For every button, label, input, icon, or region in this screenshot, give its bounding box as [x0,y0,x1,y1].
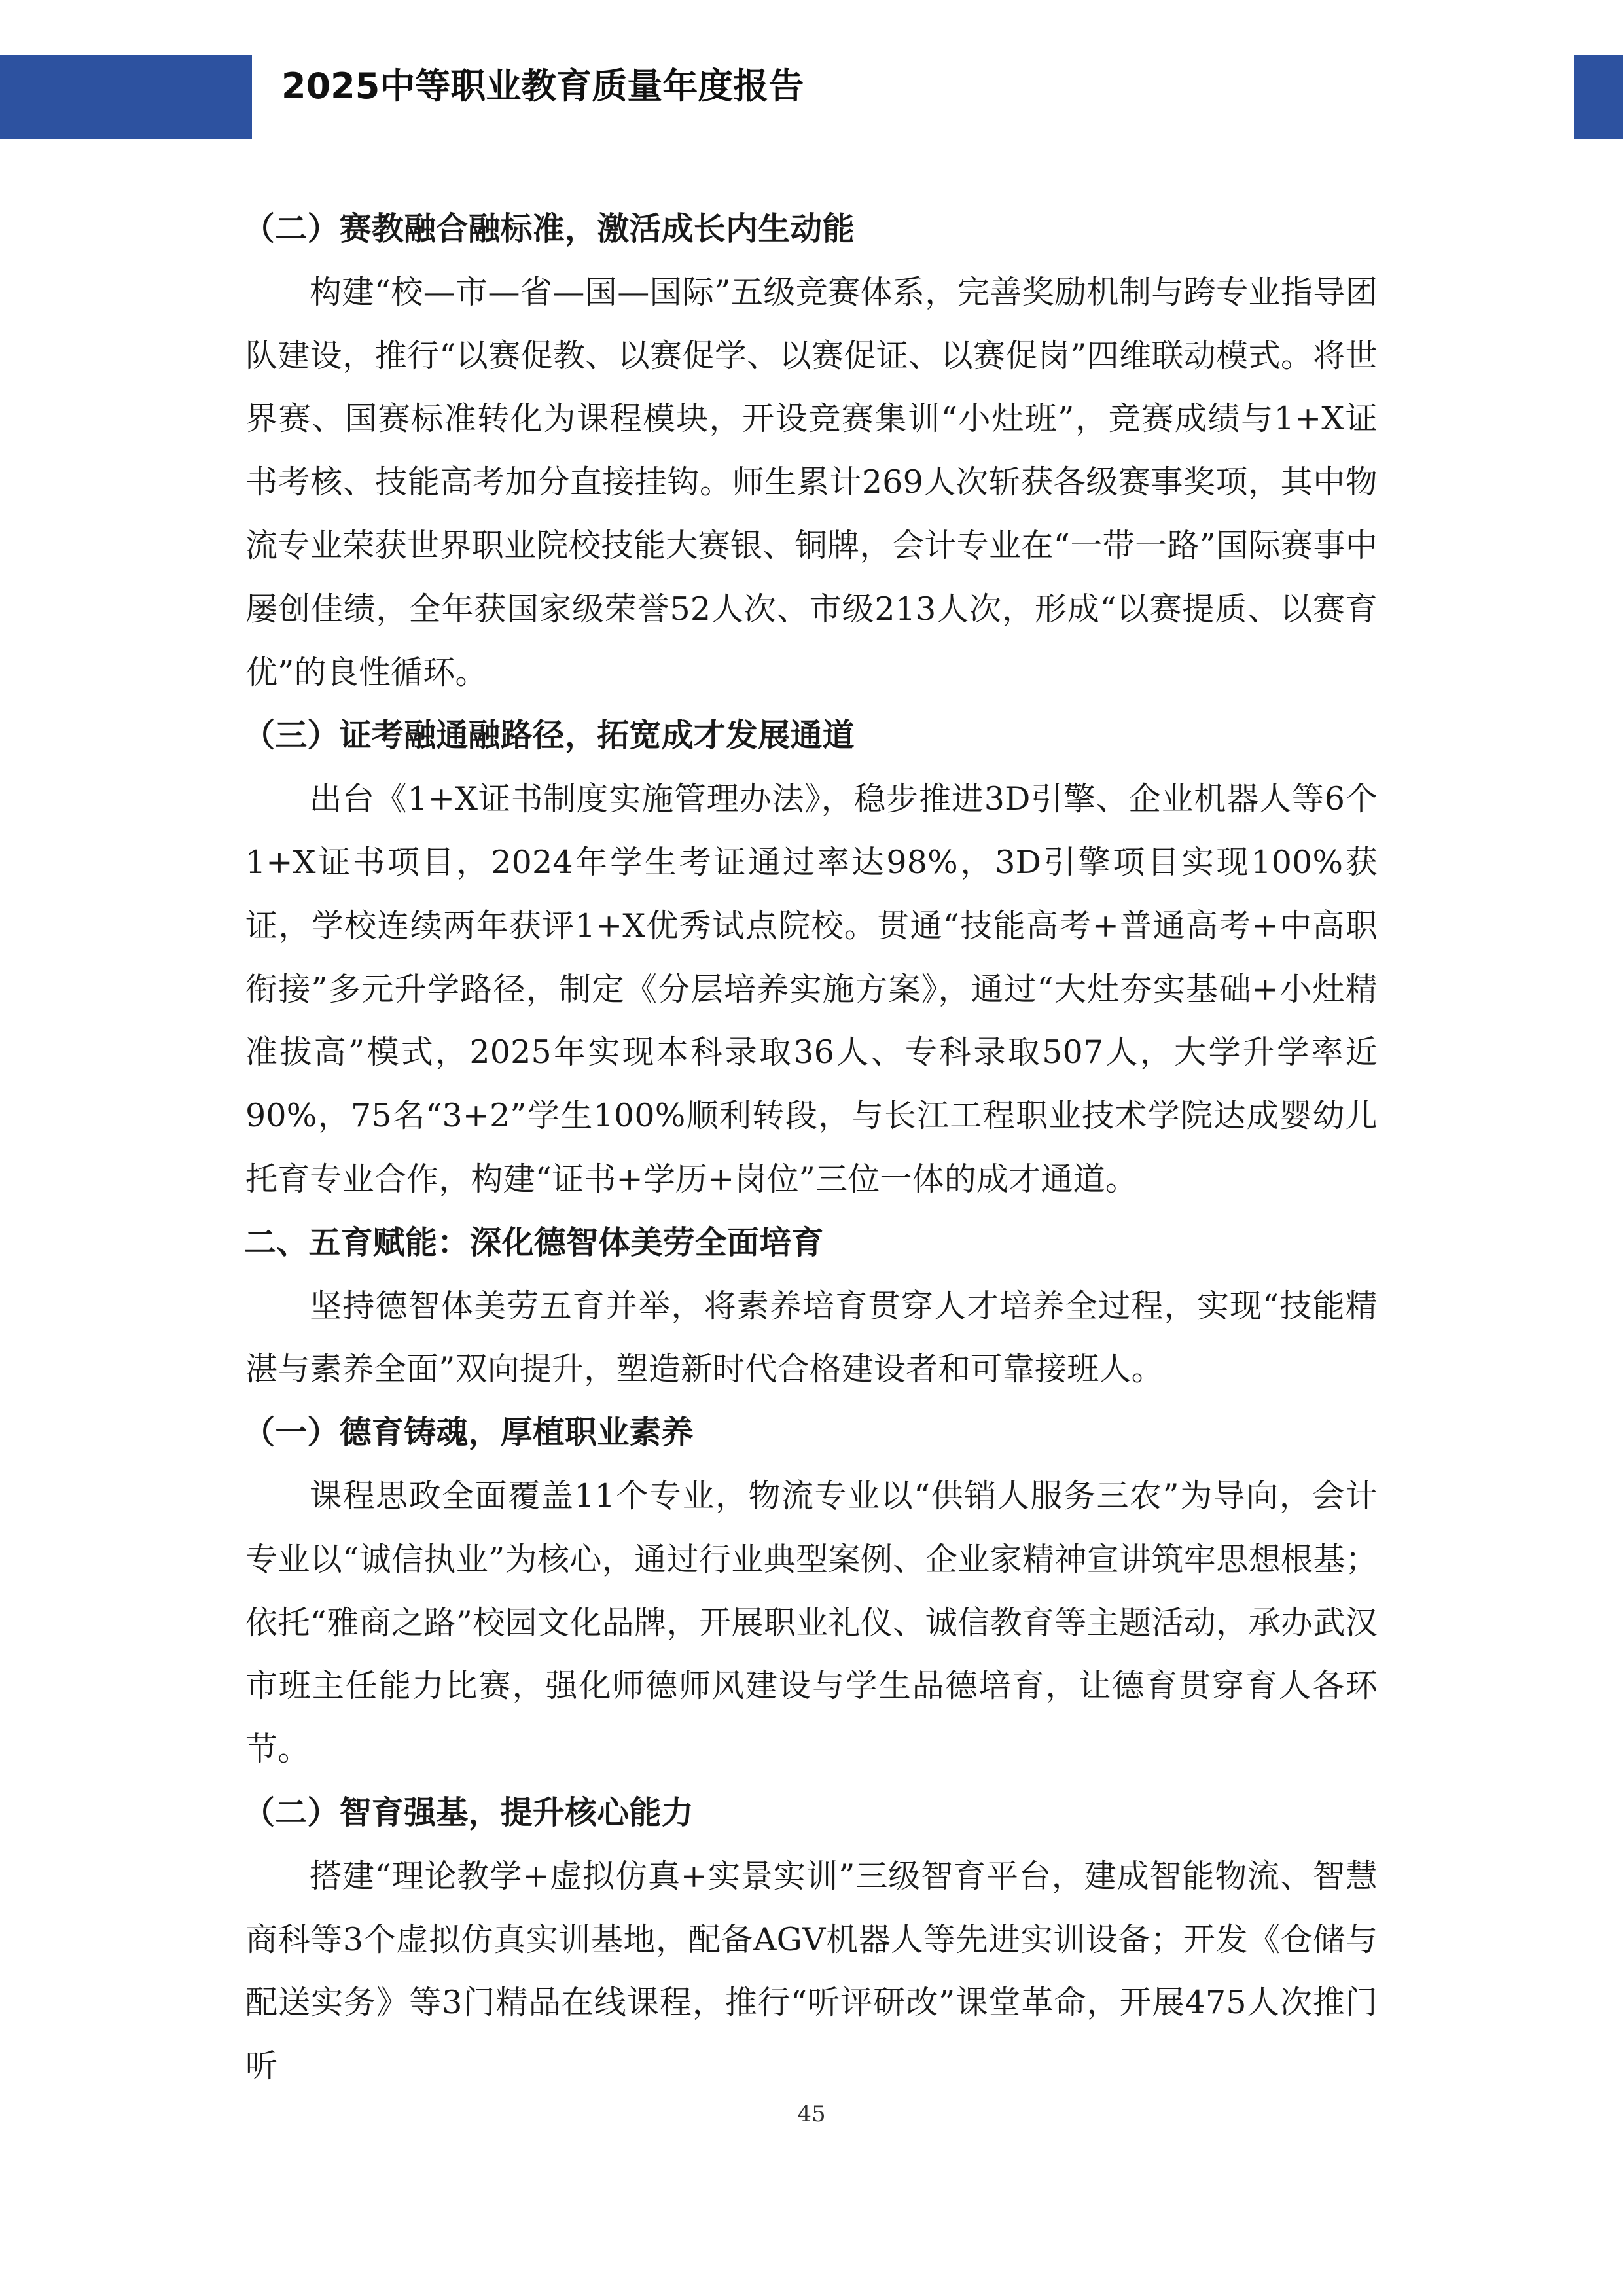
body-paragraph: 构建“校—市—省—国—国际”五级竞赛体系，完善奖励机制与跨专业指导团队建设，推行“以赛促教、以赛促学、以赛促证、以赛促岗”四维联动模式。将世界赛、国赛标准转化为课程模块，开设竞赛集训“小灶班”，竞赛成绩与1+X证书考核、技能高考加分直接挂钩。师生累计269人次斩获各级赛事奖项，其中物流专业荣获世界职业院校技能大赛银、铜牌，会计专业在“一带一路”国际赛事中屡创佳绩，全年获国家级荣誉52人次、市级213人次，形成“以赛提质、以赛育优”的良性循环。 [245,273,1378,691]
header-accent-bar-right [1574,55,1623,139]
body-paragraph: 课程思政全面覆盖11个专业，物流专业以“供销人服务三农”为导向，会计专业以“诚信执业”为核心，通过行业典型案例、企业家精神宣讲筑牢思想根基；依托“雅商之路”校园文化品牌，开展职业礼仪、诚信教育等主题活动，承办武汉市班主任能力比赛，强化师德师风建设与学生品德培育，让德育贯穿育人各环节。 [245,1477,1378,1768]
page-body [245,198,1378,2098]
body-paragraph: 搭建“理论教学+虚拟仿真+实景实训”三级智育平台，建成智能物流、智慧商科等3个虚拟仿真实训基地，配备AGV机器人等先进实训设备；开发《仓储与配送实务》等3门精品在线课程，推行“听评研改”课堂革命，开展475人次推门听 [245,1857,1378,2085]
header-accent-bar-left [0,55,252,139]
subsection-heading: （一）德育铸魂，厚植职业素养 [243,1414,694,1452]
subsection-heading: （三）证考融通融路径，拓宽成才发展通道 [243,717,855,755]
section-heading: 二、五育赋能：深化德智体美劳全面培育 [244,1223,824,1261]
subsection-heading: （二）赛教融合融标准，激活成长内生动能 [243,210,855,247]
report-title: 2025中等职业教育质量年度报告 [281,65,804,107]
page-number: 45 [797,2101,826,2127]
body-paragraph: 坚持德智体美劳五育并举，将素养培育贯穿人才培养全过程，实现“技能精湛与素养全面”双向提升，塑造新时代合格建设者和可靠接班人。 [245,1287,1378,1388]
subsection-heading: （二）智育强基，提升核心能力 [243,1793,694,1831]
body-paragraph: 出台《1+X证书制度实施管理办法》，稳步推进3D引擎、企业机器人等6个1+X证书项目，2024年学生考证通过率达98%，3D引擎项目实现100%获证，学校连续两年获评1+X优秀试点院校。贯通“技能高考+普通高考+中高职衔接”多元升学路径，制定《分层培养实施方案》，通过“大灶夯实基础+小灶精准拔高”模式，2025年实现本科录取36人、专科录取507人，大学升学率近90%，75名“3+2”学生100%顺利转段，与长江工程职业技术学院达成婴幼儿托育专业合作，构建“证书+学历+岗位”三位一体的成才通道。 [245,780,1378,1198]
